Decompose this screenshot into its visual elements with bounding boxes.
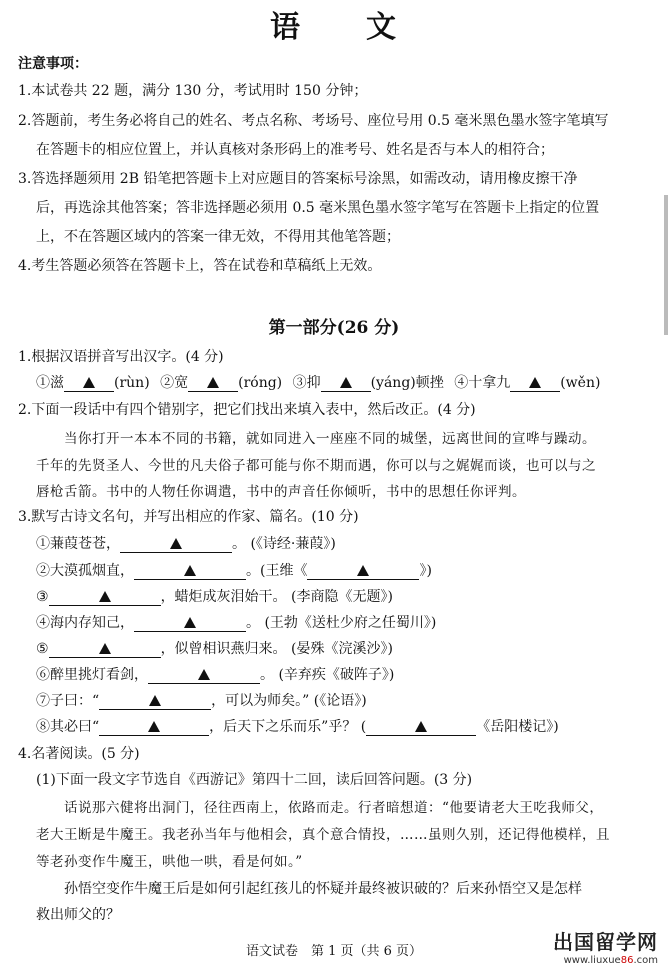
page-footer: 语文试卷 第 1 页（共 6 页）: [245, 944, 423, 959]
triangle-icon: [99, 591, 111, 602]
triangle-icon: [529, 377, 541, 388]
watermark-url: www.liuxue86.com: [563, 955, 658, 966]
q3-item: ③ ，蜡炬成灰泪始干。 (李商隐《无题》): [36, 589, 393, 605]
answer-blank[interactable]: [64, 375, 114, 392]
q3-item: ①蒹葭苍苍， 。 (《诗经·蒹葭》): [36, 536, 336, 552]
notice-line: 4.考生答题必须答在答题卡上，答在试卷和草稿纸上无效。: [18, 258, 382, 274]
q4-passage-line: 老大王断是牛魔王。我老孙当年与他相会，真个意合情投，……虽则久别，还记得他模样，且: [36, 827, 610, 843]
triangle-icon: [340, 377, 352, 388]
triangle-icon: [184, 617, 196, 628]
watermark-text: 出国留学网: [553, 930, 658, 954]
q4-question-line: 救出师父的？: [36, 907, 120, 923]
triangle-icon: [415, 721, 427, 732]
q1-item: ①滋 (rùn): [36, 375, 150, 391]
triangle-icon: [207, 377, 219, 388]
page-title: 语 文: [270, 10, 398, 45]
q2-stem: 2.下面一段话中有四个错别字，把它们找出来填入表中，然后改正。(4 分): [18, 402, 476, 418]
triangle-icon: [184, 565, 196, 576]
q4-question-line: 孙悟空变作牛魔王后是如何引起红孩儿的怀疑并最终被识破的？后来孙悟空又是怎样: [64, 881, 582, 897]
triangle-icon: [99, 643, 111, 654]
q3-item: ⑥醉里挑灯看剑， 。 (辛弃疾《破阵子》): [36, 667, 395, 683]
part-one-title: 第一部分(26 分): [268, 318, 400, 338]
answer-blank[interactable]: [99, 719, 209, 736]
answer-blank[interactable]: [188, 375, 238, 392]
q4-sub-question: (1)下面一段文字节选自《西游记》第四十二回，读后回答问题。(3 分): [36, 772, 473, 788]
triangle-icon: [149, 695, 161, 706]
triangle-icon: [198, 669, 210, 680]
answer-blank[interactable]: [120, 536, 232, 553]
triangle-icon: [357, 565, 369, 576]
q2-passage-line: 唇枪舌箭。书中的人物任你调遣，书中的声音任你倾听，书中的思想任你评判。: [36, 484, 526, 500]
notice-line: 上，不在答题区域内的答案一律无效，不得用其他笔答题；: [36, 229, 400, 245]
scan-edge-shadow: [664, 195, 668, 335]
q3-stem: 3.默写古诗文名句，并写出相应的作家、篇名。(10 分): [18, 509, 359, 525]
answer-blank[interactable]: [321, 375, 371, 392]
q4-passage-line: 等老孙变作牛魔王，哄他一哄，看是何如。”: [36, 854, 303, 870]
notice-heading: 注意事项：: [18, 56, 88, 72]
answer-blank[interactable]: [49, 641, 161, 658]
notice-line: 1.本试卷共 22 题，满分 130 分，考试用时 150 分钟；: [18, 83, 368, 99]
answer-blank[interactable]: [148, 667, 260, 684]
notice-line: 后，再选涂其他答案；答非选择题必须用 0.5 毫米黑色墨水签字笔写在答题卡上指定的位置: [36, 200, 600, 216]
triangle-icon: [148, 721, 160, 732]
answer-blank[interactable]: [366, 719, 476, 736]
triangle-icon: [83, 377, 95, 388]
answer-blank[interactable]: [307, 563, 419, 580]
site-watermark: [553, 926, 658, 966]
triangle-icon: [170, 538, 182, 549]
q3-item: ④海内存知己， 。 (王勃《送杜少府之任蜀川》): [36, 615, 437, 631]
q2-passage-line: 千年的先贤圣人、今世的凡夫俗子都可能与你不期而遇，你可以与之娓娓而谈，也可以与之: [36, 458, 596, 474]
q3-item: ②大漠孤烟直， 。(王维《 》): [36, 563, 432, 579]
notice-line: 在答题卡的相应位置上，并认真核对条形码上的准考号、姓名是否与本人的相符合；: [36, 142, 554, 158]
answer-blank[interactable]: [134, 563, 246, 580]
q1-item: ④十拿九 (wěn): [454, 375, 601, 391]
answer-blank[interactable]: [134, 615, 246, 632]
q4-stem: 4.名著阅读。(5 分): [18, 746, 140, 762]
q1-item: ②宽 (róng): [160, 375, 283, 391]
q1-stem: 1.根据汉语拼音写出汉字。(4 分): [18, 349, 224, 365]
notice-line: 2.答题前，考生务必将自己的姓名、考点名称、考场号、座位号用 0.5 毫米黑色墨水签字笔填写: [18, 113, 609, 129]
q3-item: ⑧其必曰“ ，后天下之乐而乐”乎？ ( 《岳阳楼记》): [36, 719, 559, 735]
q3-item: ⑤ ，似曾相识燕归来。 (晏殊《浣溪沙》): [36, 641, 393, 657]
q1-items: [36, 372, 600, 392]
q3-item: ⑦子曰：“ ，可以为师矣。” (《论语》): [36, 693, 367, 709]
answer-blank[interactable]: [99, 693, 211, 710]
notice-line: 3.答选择题须用 2B 铅笔把答题卡上对应题目的答案标号涂黑，如需改动，请用橡皮擦干净: [18, 171, 578, 187]
q1-item: ③抑 (yáng)顿挫: [292, 375, 444, 391]
q4-passage-line: 话说那六健将出洞门，径往西南上，依路而走。行者暗想道：“他要请老大王吃我师父，: [64, 800, 604, 816]
answer-blank[interactable]: [510, 375, 560, 392]
answer-blank[interactable]: [49, 589, 161, 606]
q2-passage-line: 当你打开一本本不同的书籍，就如同进入一座座不同的城堡，远离世间的宣哗与躁动。: [64, 431, 596, 447]
